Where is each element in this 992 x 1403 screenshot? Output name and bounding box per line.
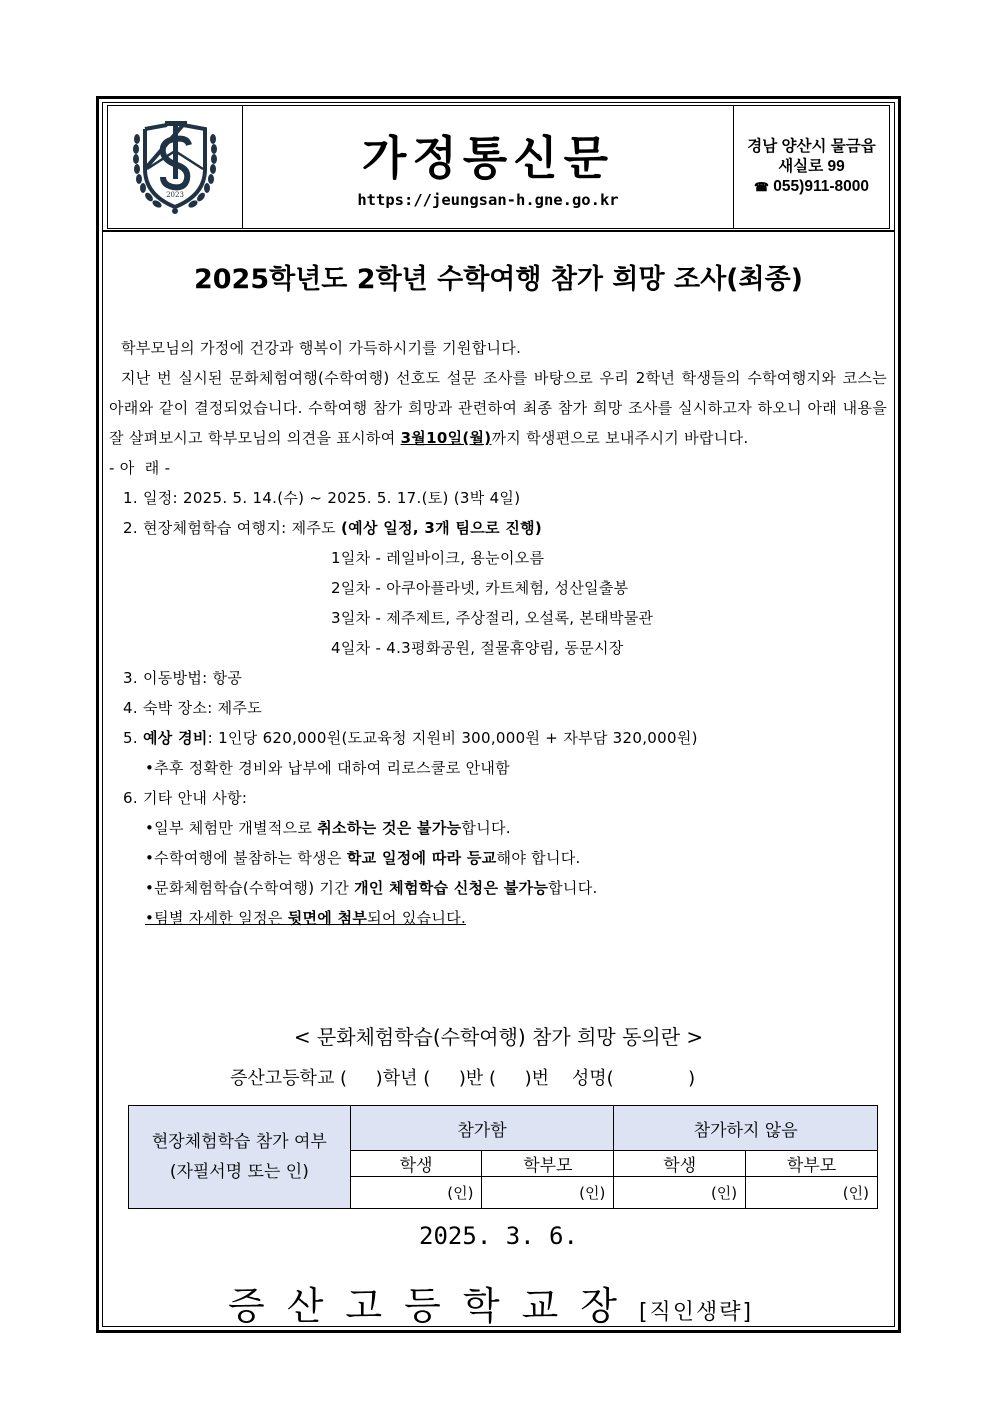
item-other: 6. 기타 안내 사항: [123,789,248,807]
day-4: 4일차 - 4.3평화공원, 절물휴양림, 동문시장 [331,639,624,657]
bullet-3: •문화체험학습(수학여행) 기간 개인 체험학습 신청은 불가능합니다. [145,879,598,897]
item-transport: 3. 이동방법: 항공 [123,669,243,687]
address-line-2: 새실로 99 [778,158,845,175]
school-emblem-icon [127,117,223,217]
masthead-cell [243,106,734,228]
day-1: 1일차 - 레일바이크, 용눈이오름 [331,549,545,567]
school-url[interactable]: https://jeungsan-h.gne.go.kr [357,191,619,209]
attend-header: 참가함 [350,1106,614,1151]
svg-text:2023: 2023 [166,191,184,199]
seal-note: [직인생략] [638,1300,754,1325]
consent-table [128,1105,878,1209]
logo-cell [108,106,243,228]
attend-parent-header: 학부모 [482,1151,614,1177]
not-attend-header: 참가하지 않음 [614,1106,878,1151]
item-cost: 5. 예상 경비: 1인당 620,000원(도교육청 지원비 300,000원 + 자부담 320,000원) [123,729,698,747]
bullet-2: •수학여행에 불참하는 학생은 학교 일정에 따라 등교해야 합니다. [145,849,581,867]
not-attend-student-header: 학생 [614,1151,746,1177]
attend-student-header: 학생 [350,1151,482,1177]
notice-heading: - 아 래 - [109,459,171,477]
phone-number: 055)911-8000 [773,178,869,195]
not-attend-parent-header: 학부모 [746,1151,878,1177]
day-2: 2일차 - 아쿠아플라넷, 카트체험, 성산일출봉 [331,579,629,597]
day-3: 3일차 - 제주제트, 주상절리, 오설록, 본태박물관 [331,609,654,627]
address-line-1: 경남 양산시 물금읍 [747,138,876,155]
bullet-1: •일부 체험만 개별적으로 취소하는 것은 불가능합니다. [145,819,511,837]
not-attend-parent-signature[interactable]: (인) [746,1177,878,1209]
consent-heading: < 문화체험학습(수학여행) 참가 희망 동의란 > [293,1025,704,1049]
intro-paragraph: 지난 번 실시된 문화체험여행(수학여행) 선호도 설문 조사를 바탕으로 우리 2학년 학생들의 수학여행지와 코스는 아래와 같이 결정되었습니다. 수학여행 참가 희망과 관련하여 최종 참가 희망 조사를 실시하고자 하오니 아래 내용을 잘 살펴보시고 학부모님의 의견을 표시하여 3월10일(월)까지 학생편으로 보내주시기 바랍니다. [109,369,887,447]
destination-note: (예상 일정, 3개 팀으로 진행) [341,519,543,537]
attend-student-signature[interactable]: (인) [350,1177,482,1209]
not-attend-student-signature[interactable]: (인) [614,1177,746,1209]
document-title: 2025학년도 2학년 수학여행 참가 희망 조사(최종) [193,264,803,295]
phone-icon: ☎ [754,180,769,194]
phone-line [754,177,869,197]
header-divider [102,230,895,232]
principal-signature [228,1275,753,1330]
bullet-4: •팀별 자세한 일정은 뒷면에 첨부되어 있습니다. [145,909,467,927]
row-label-cell: 현장체험학습 참가 여부 (자필서명 또는 인) [129,1106,351,1209]
greeting: 학부모님의 가정에 건강과 행복이 가득하시기를 기원합니다. [121,339,522,357]
address-cell [734,106,889,228]
student-info-line[interactable]: 증산고등학교 ( )학년 ( )반 ( )번 성명( ) [230,1068,696,1089]
masthead-title: 가정통신문 [361,131,615,185]
attend-parent-signature[interactable]: (인) [482,1177,614,1209]
cost-note: •추후 정확한 경비와 납부에 대하여 리로스쿨로 안내함 [145,759,510,777]
issue-date: 2025. 3. 6. [419,1222,578,1250]
cost-label: 예상 경비 [142,729,208,747]
principal-title: 증산고등학교장 [228,1284,639,1328]
document-body [109,333,887,933]
deadline: 3월10일(월) [400,429,492,447]
item-lodging: 4. 숙박 장소: 제주도 [123,699,262,717]
item-schedule: 1. 일정: 2025. 5. 14.(수) ~ 2025. 5. 17.(토) (3박 4일) [123,489,521,507]
letterhead [107,105,890,229]
item-destination: 2. 현장체험학습 여행지: 제주도 (예상 일정, 3개 팀으로 진행) [123,519,543,537]
